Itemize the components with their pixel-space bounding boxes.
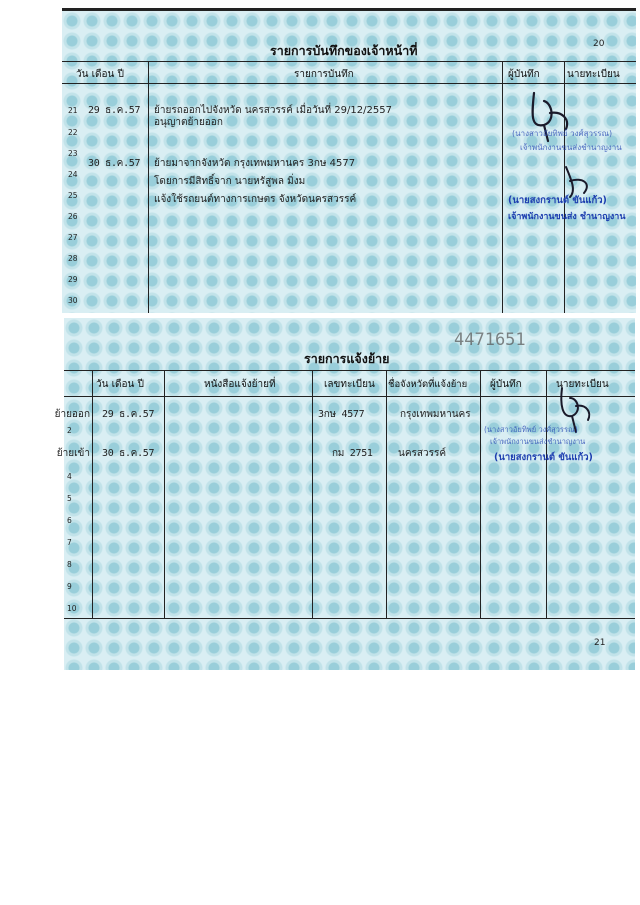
entry-province: นครสวรรค์ (398, 448, 447, 459)
stamp-position: เจ้าพนักงานขนส่ง ชำนาญงาน (508, 212, 626, 222)
transfer-record-page: รายการแจ้งย้าย 4471651 21 วัน เดือน ปี หนังสือแจ้งย้ายที่ เลขทะเบียน ชื่อจังหวัดที่แจ้งย้าย ผู้บันทึก นายทะเบียน 2 4 5 6 7 8 9 10 ย้ายออก 29 ธ.ค.57 3กษ 4577 กรุงเทพมหานคร ย้ายเข้า 30 ธ.ค.57 กม 2751 นครสวรรค์ (นางสาวอัยทิพย์ วงศ์สุวรรณ) เจ้าพนักงานขนส่งชำนาญงาน (นายสงกรานต์ ขันแก้ว) (64, 318, 635, 670)
stamp-name: (นายสงกรานต์ ขันแก้ว) (494, 452, 593, 463)
entry-type: ย้ายเข้า (56, 448, 90, 459)
entry-date: 30 ธ.ค.57 (88, 158, 141, 169)
header-province: ชื่อจังหวัดที่แจ้งย้าย (388, 379, 468, 390)
page-title: รายการบันทึกของเจ้าหน้าที่ (270, 43, 418, 58)
entry-line: อนุญาตย้ายออก (154, 117, 223, 128)
entry-province: กรุงเทพมหานคร (400, 409, 471, 420)
header-date: วัน เดือน ปี (76, 69, 124, 80)
entry-date: 29 ธ.ค.57 (88, 105, 141, 116)
entry-line: ย้ายรถออกไปจังหวัด นครสวรรค์ เมื่อวันที่ 29/12/2557 (154, 105, 392, 116)
header-recorder: ผู้บันทึก (508, 69, 540, 80)
entry-line: โดยการมีสิทธิ์จาก นายหรัสูพล มิ่งม (154, 176, 306, 187)
stamp-position: เจ้าพนักงานขนส่งชำนาญงาน (490, 437, 586, 446)
entry-plate: 3กษ 4577 (318, 409, 365, 420)
stamp-name: (นางสาวอัยทิพย์ วงศ์สุวรรณ) (512, 129, 613, 138)
entry-date: 29 ธ.ค.57 (102, 409, 155, 420)
serial-number: 4471651 (454, 330, 526, 350)
page-number: 21 (594, 638, 606, 648)
officer-record-page: รายการบันทึกของเจ้าหน้าที่ 20 วัน เดือน ปี รายการบันทึก ผู้บันทึก นายทะเบียน 21 22 23 24 25 26 27 28 29 30 29 ธ.ค.57 ย้ายรถออกไปจังหวัด นครสวรรค์ เมื่อวันที่ 29/12/2557 อนุญาตย้ายออก 30 ธ.ค.57 ย้ายมาจากจังหวัด กรุงเทพมหานคร 3กษ 4577 โดยการมีสิทธิ์จาก นายหรัสูพล มิ่งม แจ้งใช้รถยนต์ทางการเกษตร จังหวัดนครสวรรค์ (นางสาวอัยทิพย์ วงศ์สุวรรณ) เจ้าพนักงานขนส่งชำนาญงาน (นายสงกรานต์ ขันแก้ว) เจ้าพนักงานขนส่ง ชำนาญงาน (62, 8, 636, 313)
header-registrar: นายทะเบียน (567, 69, 620, 80)
entry-date: 30 ธ.ค.57 (102, 448, 155, 459)
header-plate: เลขทะเบียน (324, 379, 375, 390)
stamp-position: เจ้าพนักงานขนส่งชำนาญงาน (520, 143, 622, 152)
stamp-name: (นางสาวอัยทิพย์ วงศ์สุวรรณ) (484, 425, 578, 434)
page-title: รายการแจ้งย้าย (304, 351, 390, 366)
header-date: วัน เดือน ปี (96, 379, 144, 390)
header-record: รายการบันทึก (294, 69, 354, 80)
stamp-name: (นายสงกรานต์ ขันแก้ว) (508, 195, 607, 206)
header-registrar: นายทะเบียน (556, 379, 609, 390)
entry-line: ย้ายมาจากจังหวัด กรุงเทพมหานคร 3กษ 4577 (154, 158, 356, 169)
header-letter: หนังสือแจ้งย้ายที่ (204, 379, 276, 390)
entry-line: แจ้งใช้รถยนต์ทางการเกษตร จังหวัดนครสวรรค์ (154, 194, 357, 205)
entry-type: ย้ายออก (54, 409, 90, 420)
header-recorder: ผู้บันทึก (490, 379, 522, 390)
page-number: 20 (593, 39, 605, 49)
entry-plate: กม 2751 (332, 448, 373, 459)
